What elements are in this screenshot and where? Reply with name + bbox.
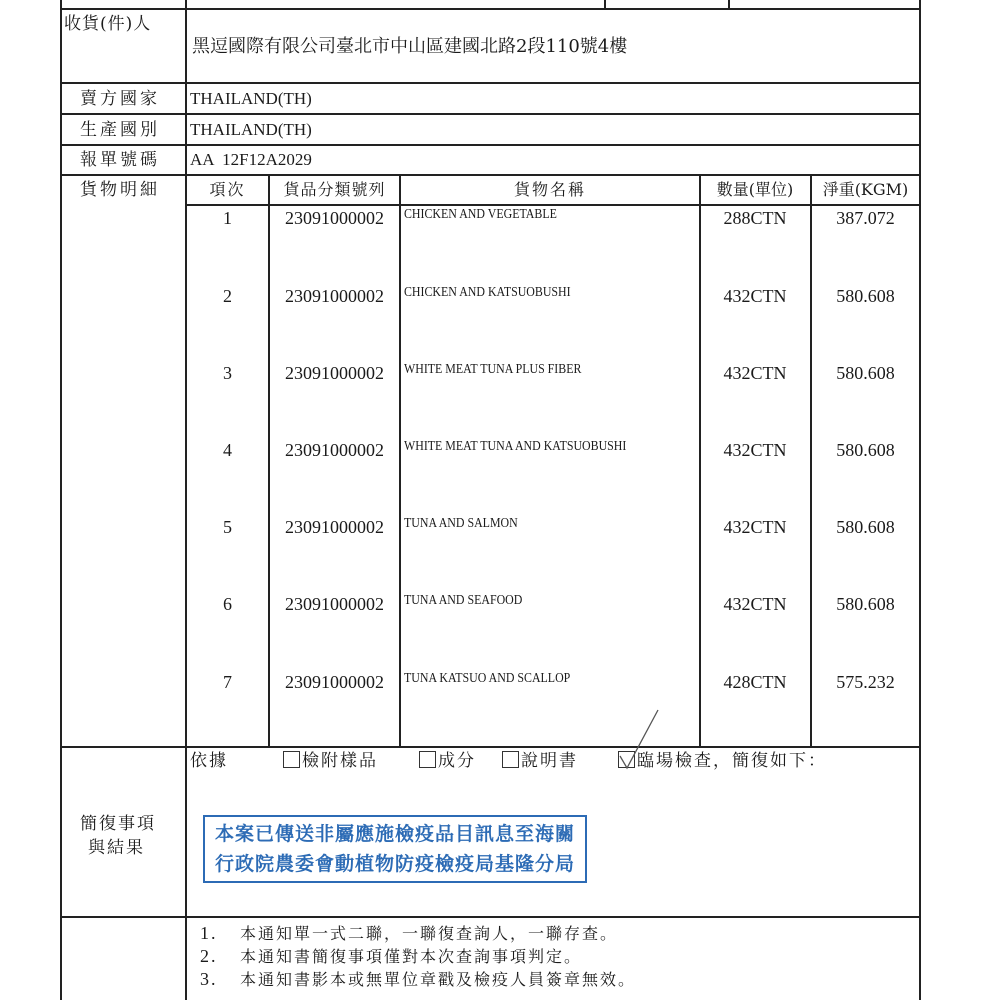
col-header-name: 貨物名稱: [513, 180, 586, 199]
seller-country-value: THAILAND(TH): [190, 89, 312, 108]
consignee-value: 黑逗國際有限公司臺北市中山區建國北路2段110號4樓: [192, 36, 628, 57]
row-qty: 432CTN: [723, 363, 787, 383]
summary-label-line2: 與結果: [88, 838, 145, 858]
row-code: 23091000002: [285, 363, 384, 383]
row-code: 23091000002: [285, 440, 384, 460]
row-name: WHITE MEAT TUNA PLUS FIBER: [404, 362, 582, 377]
note-3-num: 3.: [200, 969, 218, 989]
row-item: 6: [223, 594, 232, 614]
border-left: [60, 0, 62, 1000]
row-line-decl-bottom: [60, 174, 921, 176]
row-code: 23091000002: [285, 594, 384, 614]
row-line-consignee-bottom: [60, 82, 921, 84]
row-item: 3: [223, 363, 232, 383]
row-name: CHICKEN AND KATSUOBUSHI: [404, 285, 571, 300]
checkmark-icon: [618, 710, 678, 770]
summary-label-line1: 簡復事項: [80, 814, 156, 834]
row-weight: 387.072: [836, 208, 895, 228]
declaration-no-value: AA 12F12A2029: [190, 150, 312, 169]
row-line-goods-bottom: [60, 746, 921, 748]
checkbox-sample[interactable]: [283, 751, 300, 768]
row-qty: 432CTN: [723, 286, 787, 306]
note-2-text: 本通知書簡復事項僅對本次查詢事項判定。: [240, 947, 583, 966]
checkbox-manual[interactable]: [502, 751, 519, 768]
row-qty: 428CTN: [723, 672, 787, 692]
row-name: TUNA KATSUO AND SCALLOP: [404, 671, 571, 686]
note-2-num: 2.: [200, 946, 218, 966]
row-qty: 432CTN: [723, 517, 787, 537]
row-code: 23091000002: [285, 672, 384, 692]
option-manual[interactable]: [502, 749, 578, 773]
option-onsite-inspection[interactable]: [618, 749, 827, 773]
border-right: [919, 0, 921, 1000]
col-header-item: 項次: [209, 180, 246, 199]
col-header-qty: 數量(單位): [716, 180, 794, 199]
row-weight: 580.608: [836, 517, 895, 537]
col-header-weight: 淨重(KGM): [822, 180, 909, 199]
goods-col-divider-2: [399, 174, 401, 746]
consignee-label: 收貨(件)人: [64, 14, 152, 34]
row-name: TUNA AND SALMON: [404, 516, 518, 531]
option-manual-label: 說明書: [521, 751, 578, 771]
option-sample[interactable]: [283, 749, 378, 773]
option-ingredients-label: 成分: [438, 751, 476, 771]
row-item: 2: [223, 286, 232, 306]
origin-country-label: 生產國別: [80, 120, 160, 140]
checkbox-ingredients[interactable]: [419, 751, 436, 768]
row-weight: 575.232: [836, 672, 895, 692]
row-code: 23091000002: [285, 517, 384, 537]
row-item: 1: [223, 208, 232, 228]
note-1-text: 本通知單一式二聯，一聯復查詢人，一聯存查。: [240, 924, 619, 943]
row-line-top: [60, 8, 921, 10]
label-column-divider: [185, 0, 187, 1000]
row-qty: 288CTN: [723, 208, 787, 228]
row-line-seller-bottom: [60, 113, 921, 115]
col-header-code: 貨品分類號列: [283, 180, 386, 199]
row-item: 7: [223, 672, 232, 692]
row-line-origin-bottom: [60, 144, 921, 146]
basis-label: 依據: [190, 751, 228, 771]
option-onsite-inspection-label: 臨場檢查，簡復如下：: [637, 751, 827, 771]
row-weight: 580.608: [836, 440, 895, 460]
note-3-text: 本通知書影本或無單位章戳及檢疫人員簽章無效。: [240, 970, 637, 989]
note-1-num: 1.: [200, 923, 218, 943]
row-name: WHITE MEAT TUNA AND KATSUOBUSHI: [404, 439, 627, 454]
checkbox-onsite-inspection[interactable]: [618, 751, 635, 768]
quarantine-stamp: [203, 815, 587, 883]
row-weight: 580.608: [836, 286, 895, 306]
row-name: CHICKEN AND VEGETABLE: [404, 207, 557, 222]
row-qty: 432CTN: [723, 594, 787, 614]
option-ingredients[interactable]: [419, 749, 476, 773]
origin-country-value: THAILAND(TH): [190, 120, 312, 139]
row-code: 23091000002: [285, 208, 384, 228]
goods-label: 貨物明細: [80, 180, 160, 200]
row-item: 5: [223, 517, 232, 537]
row-weight: 580.608: [836, 363, 895, 383]
note-3: [200, 968, 636, 991]
row-qty: 432CTN: [723, 440, 787, 460]
note-1: [200, 922, 618, 945]
stamp-line2: 行政院農委會動植物防疫檢疫局基隆分局: [215, 853, 576, 875]
row-name: TUNA AND SEAFOOD: [404, 593, 523, 608]
option-sample-label: 檢附樣品: [302, 751, 378, 771]
seller-country-label: 賣方國家: [80, 89, 160, 109]
row-weight: 580.608: [836, 594, 895, 614]
note-2: [200, 945, 582, 968]
row-item: 4: [223, 440, 232, 460]
row-line-summary-bottom: [60, 916, 921, 918]
row-code: 23091000002: [285, 286, 384, 306]
stamp-line1: 本案已傳送非屬應施檢疫品目訊息至海關: [215, 823, 576, 845]
declaration-no-label: 報單號碼: [80, 150, 160, 170]
